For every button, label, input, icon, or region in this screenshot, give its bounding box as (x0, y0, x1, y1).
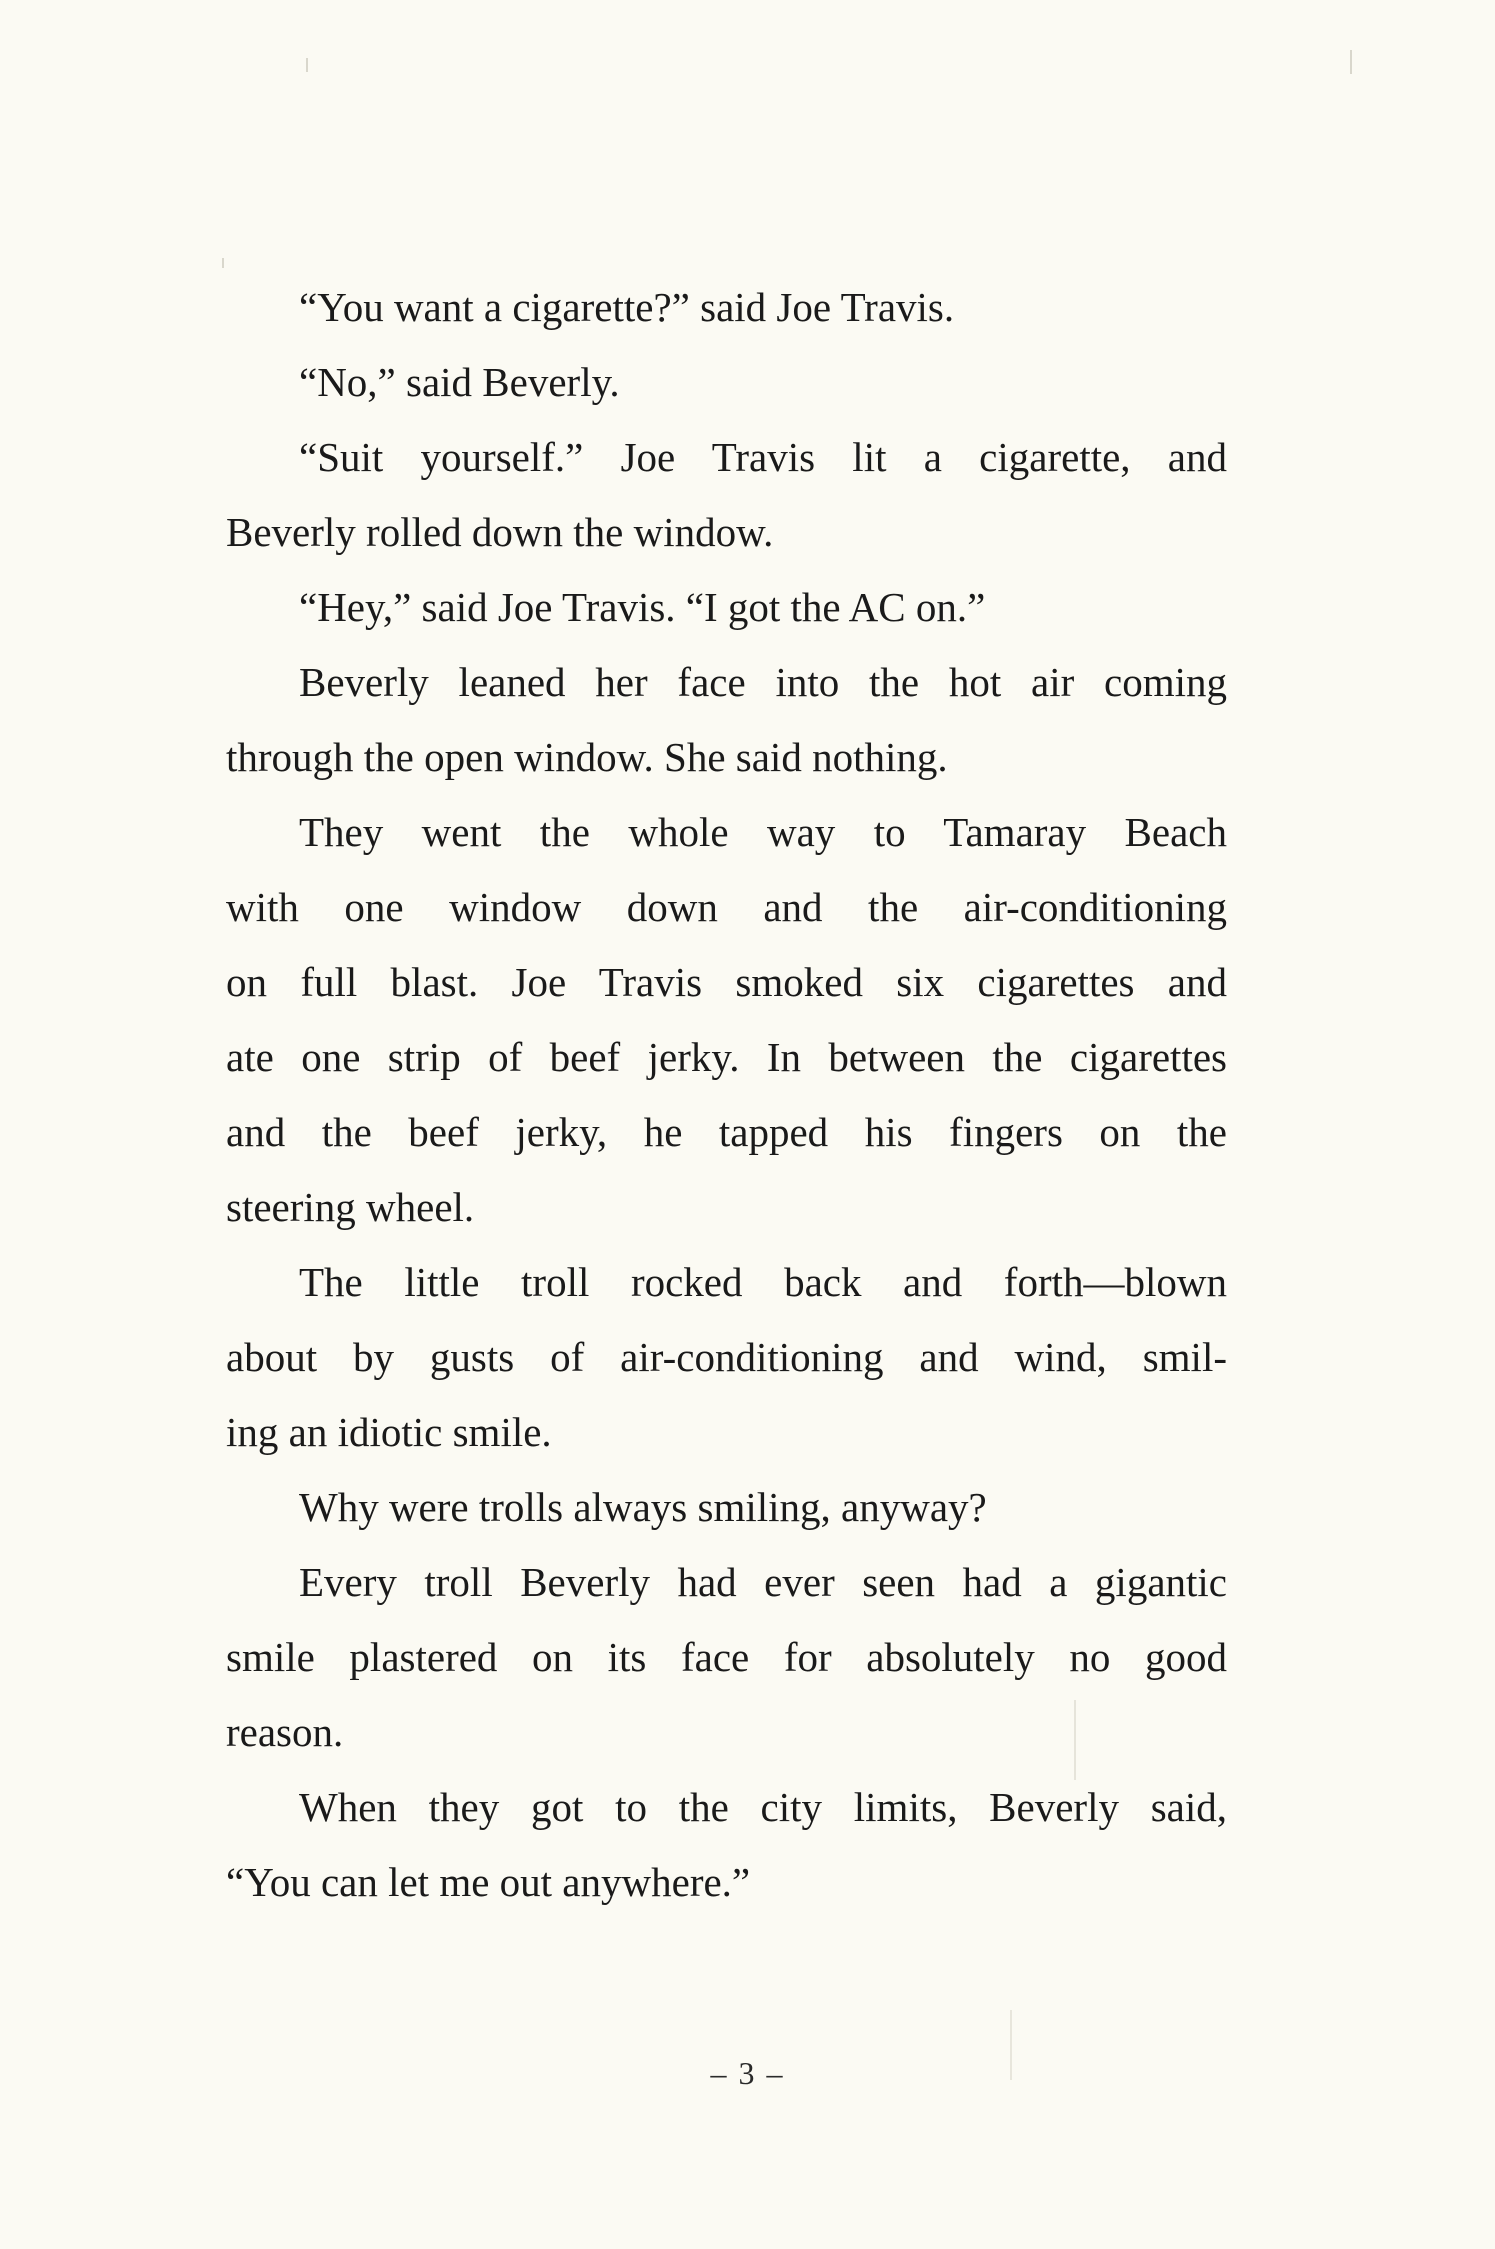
scan-speck (1010, 2010, 1012, 2080)
scan-speck (222, 258, 224, 268)
text-line: reason. (226, 1709, 344, 1755)
text-line: through the open window. She said nothing. (226, 734, 948, 780)
text-line: on full blast. Joe Travis smoked six cigarettes and (226, 959, 1227, 1005)
text-line: “No,” said Beverly. (299, 359, 620, 405)
text-line: Beverly leaned her face into the hot air coming (299, 659, 1227, 705)
text-line: They went the whole way to Tamaray Beach (299, 809, 1227, 855)
text-line: “Hey,” said Joe Travis. “I got the AC on.” (299, 584, 986, 630)
page-number: – 3 – (710, 2055, 785, 2091)
text-line: about by gusts of air-conditioning and wind, smil- (226, 1334, 1227, 1380)
text-line: steering wheel. (226, 1184, 475, 1230)
text-line: “You can let me out anywhere.” (226, 1859, 751, 1905)
text-line: ing an idiotic smile. (226, 1409, 552, 1455)
text-line: Why were trolls always smiling, anyway? (299, 1484, 987, 1530)
scan-speck (306, 58, 308, 72)
text-line: Beverly rolled down the window. (226, 509, 774, 555)
text-line: When they got to the city limits, Beverly said, (299, 1784, 1227, 1830)
text-line: ate one strip of beef jerky. In between the cigarettes (226, 1034, 1227, 1080)
text-line: smile plastered on its face for absolutely no good (226, 1634, 1227, 1680)
text-line: “Suit yourself.” Joe Travis lit a cigarette, and (299, 434, 1227, 480)
scan-speck (1350, 50, 1352, 74)
text-line: “You want a cigarette?” said Joe Travis. (299, 284, 955, 330)
scan-speck (1074, 1700, 1076, 1780)
text-line: and the beef jerky, he tapped his fingers on the (226, 1109, 1227, 1155)
body-text (226, 270, 1227, 1920)
text-line: The little troll rocked back and forth—blown (299, 1259, 1227, 1305)
text-line: with one window down and the air-conditioning (226, 884, 1227, 930)
text-line: Every troll Beverly had ever seen had a gigantic (299, 1559, 1227, 1605)
